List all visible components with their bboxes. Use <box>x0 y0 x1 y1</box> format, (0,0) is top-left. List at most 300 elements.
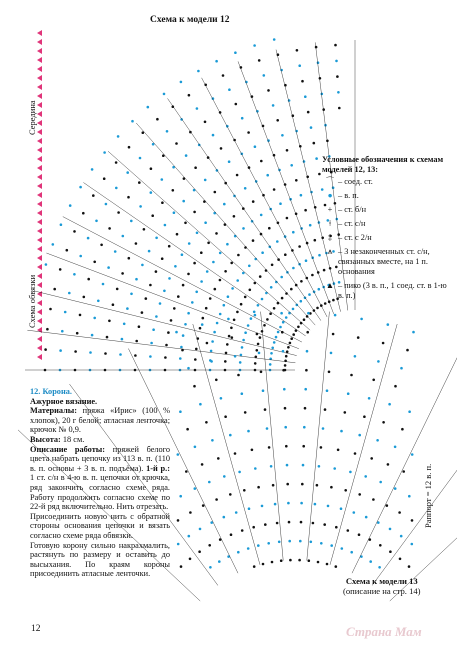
stitch-line <box>168 98 321 320</box>
stitch-dot <box>292 308 295 311</box>
stitch-dot <box>187 273 190 276</box>
stitch-dot <box>280 276 283 279</box>
stitch-dot <box>150 342 153 345</box>
stitch-dot <box>263 74 266 77</box>
stitch-dot <box>330 486 333 489</box>
stitch-dot <box>179 410 182 413</box>
stitch-line <box>83 183 305 336</box>
stitch-dot <box>272 104 275 107</box>
rapport-label: Раппорт = 12 в. п. <box>423 463 433 528</box>
stitch-dot <box>286 464 289 467</box>
stitch-dot <box>320 446 323 449</box>
stitch-dot <box>224 360 227 363</box>
stitch-dot <box>204 121 207 124</box>
stitch-dot <box>300 502 303 505</box>
stitch-dot <box>102 283 105 286</box>
picot-mark <box>37 318 42 324</box>
stitch-dot <box>194 446 197 449</box>
stitch-dot <box>268 446 271 449</box>
stitch-dot <box>199 528 202 531</box>
legend-item: ǂ – ст. с/н <box>322 219 452 229</box>
stitch-dot <box>292 333 295 336</box>
stitch-dot <box>231 287 234 290</box>
stitch-dot <box>53 288 56 291</box>
stitch-dot <box>216 322 219 325</box>
stitch-dot <box>128 257 131 260</box>
stitch-dot <box>182 200 185 203</box>
stitch-dot <box>305 259 308 262</box>
stitch-dot <box>257 343 260 346</box>
stitch-dot <box>91 168 94 171</box>
picot-mark <box>37 354 42 360</box>
stitch-dot <box>254 145 257 148</box>
stitch-dot <box>300 194 303 197</box>
stitch-dot <box>275 336 278 339</box>
stitch-dot <box>394 446 397 449</box>
stitch-dot <box>369 560 372 563</box>
stitch-dot <box>266 427 269 430</box>
stitch-dot <box>340 507 343 510</box>
stitch-dot <box>341 547 344 550</box>
stitch-dot <box>205 307 208 310</box>
stitch-dot <box>335 60 338 63</box>
stitch-dot <box>176 233 179 236</box>
stitch-dot <box>276 522 279 525</box>
stitch-dot <box>181 253 184 256</box>
stitch-dot <box>165 344 168 347</box>
stitch-dot <box>337 449 340 452</box>
stitch-dot <box>270 352 273 355</box>
stitch-dot <box>189 511 192 514</box>
stitch-line <box>352 349 457 574</box>
stitch-dot <box>326 563 329 566</box>
stitch-dot <box>299 145 302 148</box>
stitch-dot <box>252 526 255 529</box>
stitch-dot <box>209 566 212 569</box>
height: Высота: 18 см. <box>30 434 85 444</box>
stitch-dot <box>235 103 238 106</box>
stitch-dot <box>187 367 190 370</box>
stitch-dot <box>185 470 188 473</box>
stitch-dot <box>188 535 191 538</box>
stitch-dot <box>387 463 390 466</box>
stitch-dot <box>257 304 260 307</box>
picot-mark <box>37 327 42 333</box>
stitch-dot <box>357 336 360 339</box>
stitch-dot <box>105 203 108 206</box>
stitch-dot <box>287 502 290 505</box>
stitch-dot <box>308 559 311 562</box>
stitch-dot <box>82 212 85 215</box>
stitch-dot <box>313 142 316 145</box>
stitch-line <box>307 312 330 561</box>
stitch-dot <box>194 166 197 169</box>
stitch-dot <box>184 323 187 326</box>
stitch-dot <box>400 535 403 538</box>
stitch-dot <box>59 349 62 352</box>
stitch-dot <box>300 280 303 283</box>
stitch-dot <box>252 239 255 242</box>
stitch-dot <box>210 360 213 363</box>
stitch-dot <box>408 565 411 568</box>
stitch-dot <box>45 263 48 266</box>
stitch-dot <box>135 340 138 343</box>
stitch-dot <box>174 265 177 268</box>
page-number: 12 <box>31 624 41 634</box>
stitch-dot <box>394 385 397 388</box>
stitch-dot <box>315 46 318 49</box>
stitch-dot <box>196 232 199 235</box>
stitch-dot <box>244 331 247 334</box>
stitch-dot <box>121 338 124 341</box>
picot-mark <box>37 228 42 234</box>
stitch-dot <box>138 325 141 328</box>
stitch-dot <box>83 296 86 299</box>
stitch-dot <box>304 388 307 391</box>
stitch-dot <box>253 44 256 47</box>
stitch-dot <box>412 331 415 334</box>
stitch-dot <box>224 415 227 418</box>
stitch-dot <box>44 348 47 351</box>
stitch-dot <box>143 228 146 231</box>
stitch-dot <box>219 313 222 316</box>
stitch-dot <box>189 558 192 561</box>
stitch-dot <box>318 465 321 468</box>
stitch-dot <box>279 326 282 329</box>
stitch-dot <box>117 211 120 214</box>
stitch-dot <box>292 267 295 270</box>
picot-mark <box>37 165 42 171</box>
stitch-dot <box>261 251 264 254</box>
stitch-dot <box>277 302 280 305</box>
stitch-dot <box>282 369 285 372</box>
stitch-dot <box>184 222 187 225</box>
stitch-dot <box>284 407 287 410</box>
stitch-dot <box>270 465 273 468</box>
stitch-dot <box>411 519 414 522</box>
stitch-dot <box>223 304 226 307</box>
stitch-dot <box>322 427 325 430</box>
picot-mark <box>37 75 42 81</box>
instructions-paragraph: Присоединить новую нить с обратной стороны основания цепочки и вязать согласно схеме ряда обвязки. <box>30 511 170 540</box>
stitch-dot <box>267 89 270 92</box>
stitch-dot <box>200 280 203 283</box>
stitch-dot <box>227 295 230 298</box>
stitch-dot <box>284 253 287 256</box>
stitch-dot <box>298 245 301 248</box>
stitch-dot <box>241 529 244 532</box>
picot-mark <box>37 138 42 144</box>
stitch-dot <box>226 343 229 346</box>
stitch-dot <box>296 304 299 307</box>
stitch-dot <box>239 361 242 364</box>
materials: Материалы: пряжа «Ирис» (100 % хлопок), 20 г белой; атласная ленточка; крючок № 0,9. <box>30 406 170 435</box>
stitch-dot <box>368 397 371 400</box>
stitch-dot <box>145 297 148 300</box>
stitch-dot <box>337 91 340 94</box>
stitch-dot <box>210 350 213 353</box>
stitch-dot <box>188 242 191 245</box>
stitch-dot <box>156 118 159 121</box>
stitch-dot <box>316 484 319 487</box>
stitch-dot <box>254 314 257 317</box>
stitch-dot <box>180 346 183 349</box>
stitch-dot <box>251 449 254 452</box>
stitch-dot <box>200 251 203 254</box>
stitch-dot <box>64 311 67 314</box>
stitch-dot <box>236 279 239 282</box>
stitch-dot <box>161 201 164 204</box>
stitch-dot <box>279 202 282 205</box>
stitch-dot <box>399 558 402 561</box>
stitch-dot <box>408 495 411 498</box>
picot-mark <box>37 237 42 243</box>
stitch-dot <box>233 215 236 218</box>
stitch-dot <box>248 265 251 268</box>
stitch-dot <box>286 350 289 353</box>
stitch-dot <box>172 189 175 192</box>
legend-item: ● – в. п. <box>322 191 452 201</box>
stitch-dot <box>180 81 183 84</box>
stitch-dot <box>365 516 368 519</box>
stitch-line <box>193 324 260 565</box>
stitch-dot <box>182 334 185 337</box>
stitch-dot <box>372 379 375 382</box>
stitch-dot <box>49 308 52 311</box>
stitch-dot <box>177 543 180 546</box>
stitch-dot <box>108 227 111 230</box>
stitch-dot <box>287 346 290 349</box>
picot-mark <box>37 336 42 342</box>
picot-mark <box>37 48 42 54</box>
stitch-dot <box>376 439 379 442</box>
stitch-dot <box>323 523 326 526</box>
stitch-dot <box>122 235 125 238</box>
stitch-dot <box>256 333 259 336</box>
double-crochet-icon: ǂ <box>328 219 332 228</box>
stitch-dot <box>219 252 222 255</box>
stitch-dot <box>151 214 154 217</box>
stitch-dot <box>270 286 273 289</box>
legend-item: ⩚ – 3 незаконченных ст. с/н, связанных вместе, на 1 п. основания <box>322 247 452 277</box>
stitch-dot <box>284 364 287 367</box>
chart-13-title: Схема к модели 13 (описание на стр. 14) <box>343 576 421 596</box>
stitch-dot <box>217 457 220 460</box>
section-title: 12. Корона. <box>30 387 72 396</box>
legend-item: ▲ – пико (3 в. п., 1 соед. ст. в 1-ю в. п.) <box>322 281 452 301</box>
stitch-dot <box>402 470 405 473</box>
stitch-line <box>372 384 457 585</box>
stitch-dot <box>112 303 115 306</box>
stitch-dot <box>303 426 306 429</box>
work-description: Описание работы: пряжей белого цвета набрать цепочку из 113 в. п. (110 в. п. основы + 3 в. п. подъёма). 1-й р.: 1 ст. с/н в 4-ю в. п. цепочки от крючка, ряд закончить согласно схеме ряда. Работу продолжить согласно схеме по 22-й ряд включительно. Нить отрезать. <box>30 444 171 512</box>
stitch-dot <box>59 268 62 271</box>
stitch-dot <box>179 357 182 360</box>
stitch-dot <box>167 331 170 334</box>
stitch-dot <box>281 297 284 300</box>
stitch-dot <box>299 540 302 543</box>
stitch-dot <box>303 318 306 321</box>
stitch-dot <box>257 544 260 547</box>
stitch-dot <box>394 487 397 490</box>
stitch-dot <box>127 196 130 199</box>
stitch-dot <box>387 323 390 326</box>
stitch-dot <box>139 205 142 208</box>
stitch-dot <box>224 223 227 226</box>
stitch-dot <box>336 75 339 78</box>
stitch-dot <box>261 330 264 333</box>
stitch-dot <box>254 467 257 470</box>
stitch-dot <box>194 358 197 361</box>
stitch-dot <box>334 44 337 47</box>
picot-mark <box>37 120 42 126</box>
stitch-dot <box>103 151 106 154</box>
description <box>30 387 170 579</box>
stitch-dot <box>276 240 279 243</box>
stitch-dot <box>241 392 244 395</box>
stitch-dot <box>130 220 133 223</box>
stitch-dot <box>273 307 276 310</box>
stitch-dot <box>400 367 403 370</box>
stitch-dot <box>87 278 90 281</box>
stitch-dot <box>300 521 303 524</box>
stitch-dot <box>247 430 250 433</box>
stitch-dot <box>280 312 283 315</box>
stitch-dot <box>324 408 327 411</box>
section-subtitle: Ажурное вязание. <box>30 396 98 406</box>
stitch-dot <box>319 77 322 80</box>
stitch-dot <box>372 498 375 501</box>
stitch-dot <box>250 317 253 320</box>
stitch-dot <box>150 167 153 170</box>
stitch-dot <box>220 147 223 150</box>
stitch-dot <box>302 464 305 467</box>
picot-icon: ▲ <box>325 281 335 290</box>
stitch-dot <box>344 411 347 414</box>
stitch-dot <box>318 288 321 291</box>
stitch-dot <box>155 270 158 273</box>
stitch-dot <box>271 264 274 267</box>
stitch-dot <box>277 331 280 334</box>
stitch-dot <box>333 467 336 470</box>
stitch-dot <box>229 434 232 437</box>
chain-icon: ● <box>327 191 333 200</box>
stitch-dot <box>208 544 211 547</box>
stitch-dot <box>317 61 320 64</box>
stitch-dot <box>100 244 103 247</box>
legend <box>322 155 452 305</box>
stitch-dot <box>347 529 350 532</box>
stitch-dot <box>242 227 245 230</box>
stitch-dot <box>244 296 247 299</box>
stitch-dot <box>225 352 228 355</box>
stitch-dot <box>155 315 158 318</box>
stitch-dot <box>315 157 318 160</box>
stitch-dot <box>194 487 197 490</box>
picot-mark <box>37 183 42 189</box>
stitch-dot <box>196 107 199 110</box>
stitch-dot <box>168 245 171 248</box>
stitch-dot <box>107 266 110 269</box>
stitch-dot <box>185 154 188 157</box>
stitch-line <box>330 324 397 565</box>
legend-item: + – ст. б/н <box>322 205 452 215</box>
stitch-dot <box>224 270 227 273</box>
stitch-dot <box>401 428 404 431</box>
stitch-dot <box>282 350 285 353</box>
stitch-dot <box>209 297 212 300</box>
stitch-dot <box>389 550 392 553</box>
stitch-dot <box>301 80 304 83</box>
stitch-dot <box>377 360 380 363</box>
stitch-dot <box>141 311 144 314</box>
stitch-dot <box>301 483 304 486</box>
stitch-dot <box>130 293 133 296</box>
stitch-dot <box>263 324 266 327</box>
stitch-dot <box>205 421 208 424</box>
stitch-dot <box>215 232 218 235</box>
stitch-dot <box>349 471 352 474</box>
stitch-dot <box>204 221 207 224</box>
stitch-dot <box>236 174 239 177</box>
stitch-dot <box>264 523 267 526</box>
stitch-dot <box>272 484 275 487</box>
stitch-dot <box>212 134 215 137</box>
stitch-dot <box>186 428 189 431</box>
slip-stitch-icon: ⌒ <box>325 177 335 186</box>
stitch-dot <box>173 307 176 310</box>
stitch-dot <box>259 275 262 278</box>
stitch-dot <box>406 349 409 352</box>
picot-mark <box>37 255 42 261</box>
stitch-dot <box>266 318 269 321</box>
stitch-dot <box>326 389 329 392</box>
stitch-dot <box>201 463 204 466</box>
stitch-dot <box>321 93 324 96</box>
stitch-dot <box>286 149 289 152</box>
stitch-dot <box>164 356 167 359</box>
stitch-dot <box>280 559 283 562</box>
stitch-dot <box>202 504 205 507</box>
stitch-dot <box>115 187 118 190</box>
stitch-dot <box>91 334 94 337</box>
stitch-dot <box>181 349 184 352</box>
stitch-dot <box>248 507 251 510</box>
stitch-dot <box>335 565 338 568</box>
stitch-dot <box>271 561 274 564</box>
stitch-dot <box>249 289 252 292</box>
stitch-dot <box>310 541 313 544</box>
stitch-dot <box>269 312 272 315</box>
stitch-dot <box>76 332 79 335</box>
stitch-dot <box>379 481 382 484</box>
stitch-dot <box>195 348 198 351</box>
stitch-dot <box>307 312 310 315</box>
stitch-dot <box>93 261 96 264</box>
stitch-dot <box>379 544 382 547</box>
stitch-dot <box>322 108 325 111</box>
stitch-dot <box>306 350 309 353</box>
stitch-dot <box>97 300 100 303</box>
stitch-dot <box>95 220 98 223</box>
stitch-dot <box>347 392 350 395</box>
stitch-dot <box>350 374 353 377</box>
stitch-dot <box>290 337 293 340</box>
stitch-dot <box>297 326 300 329</box>
stitch-dot <box>281 134 284 137</box>
stitch-line <box>63 217 302 343</box>
stitch-dot <box>52 243 55 246</box>
